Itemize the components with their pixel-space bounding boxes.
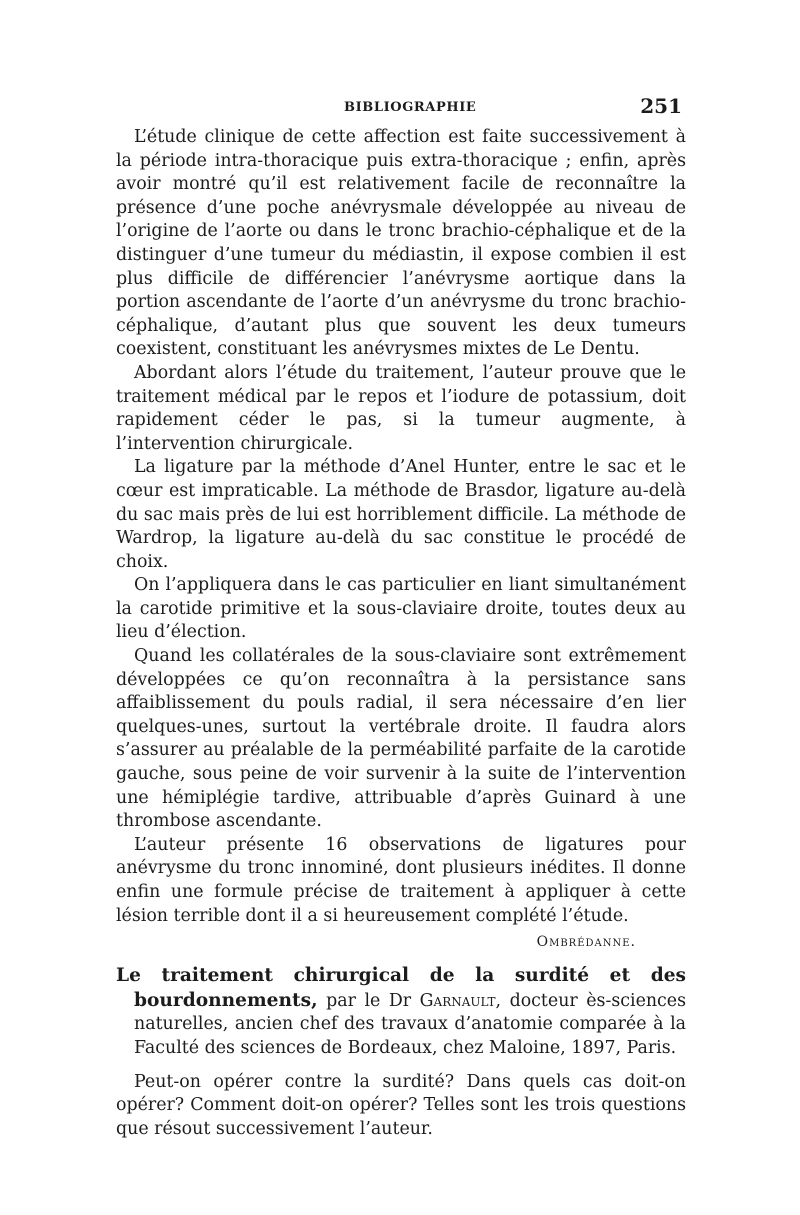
page-number: 251 bbox=[640, 94, 682, 118]
review-title: Le traitement chirurgical de la surdité et des bourdonnements, bbox=[116, 965, 686, 1011]
running-head: BIBLIOGRAPHIE bbox=[344, 100, 477, 115]
page bbox=[116, 96, 686, 1141]
review-entry bbox=[116, 964, 686, 1060]
signature: Ombrédanne. bbox=[536, 934, 636, 951]
paragraph-ligature-methods: La ligature par la méthode d’Anel Hunter, entre le sac et le cœur est impraticable. La méthode de Brasdor, ligature au-delà du sac mais près de lui est horriblement difficile. La méthode de Wardrop, la ligature au-delà du sac constitue le procédé de choix. bbox=[116, 457, 686, 572]
paragraph-closing: Peut-on opérer contre la surdité? Dans quels cas doit-on opérer? Comment doit-on opérer? Telles sont les trois questions que résout successivement l’auteur. bbox=[116, 1071, 686, 1139]
paragraph-application: On l’appliquera dans le cas particulier en liant simultanément la carotide primitive et la sous-claviaire droite, toutes deux au lieu d’élection. bbox=[116, 575, 686, 643]
paragraph-treatment: Abordant alors l’étude du traitement, l’auteur prouve que le traitement médical par le repos et l’iodure de potassium, doit rapidement céder le pas, si la tumeur augmente, à l’intervention chirurgicale. bbox=[116, 362, 686, 454]
page-header bbox=[116, 96, 686, 126]
paragraph-collaterals: Quand les collatérales de la sous-claviaire sont extrêmement développées ce qu’on reconnaîtra à la persistance sans affaiblissement du pouls radial, il sera nécessaire d’en lier quelques-unes, surtout la vertébrale droite. Il faudra alors s’assurer au préalable de la perméabilité parfaite de la carotide gauche, sous peine de voir survenir à la suite de l’intervention une hémiplégie tardive, attribuable d’après Guinard à une thrombose ascendante. bbox=[116, 646, 686, 832]
review-by: par le Dr bbox=[326, 990, 412, 1011]
review-details: , docteur ès-sciences naturelles, ancien chef des travaux d’anatomie comparée à la Faculté des sciences de Bordeaux, chez Maloine, 1897, Paris. bbox=[134, 990, 687, 1058]
paragraph-clinical-study: L’étude clinique de cette affection est faite successivement à la période intra-thoracique puis extra-thoracique ; enfin, après avoir montré qu’il est relativement facile de reconnaître la présence d’une poche anévrysmale développée au niveau de l’origine de l’aorte ou dans le tronc brachio-céphalique et de la distinguer d’une tumeur du médiastin, il expose combien il est plus difficile de différencier l’anévrysme aortique dans la portion ascendante de l’aorte d’un anévrysme du tronc brachio-céphalique, d’autant plus que souvent les deux tumeurs coexistent, constituant les anévrysmes mixtes de Le Dentu. bbox=[116, 127, 686, 360]
review-author: Garnault bbox=[419, 990, 496, 1011]
paragraph-observations: L’auteur présente 16 observations de ligatures pour anévrysme du tronc innominé, dont plusieurs inédites. Il donne enfin une formule précise de traitement à appliquer à cette lésion terrible dont il a si heureusement complété l’étude. bbox=[116, 834, 686, 926]
